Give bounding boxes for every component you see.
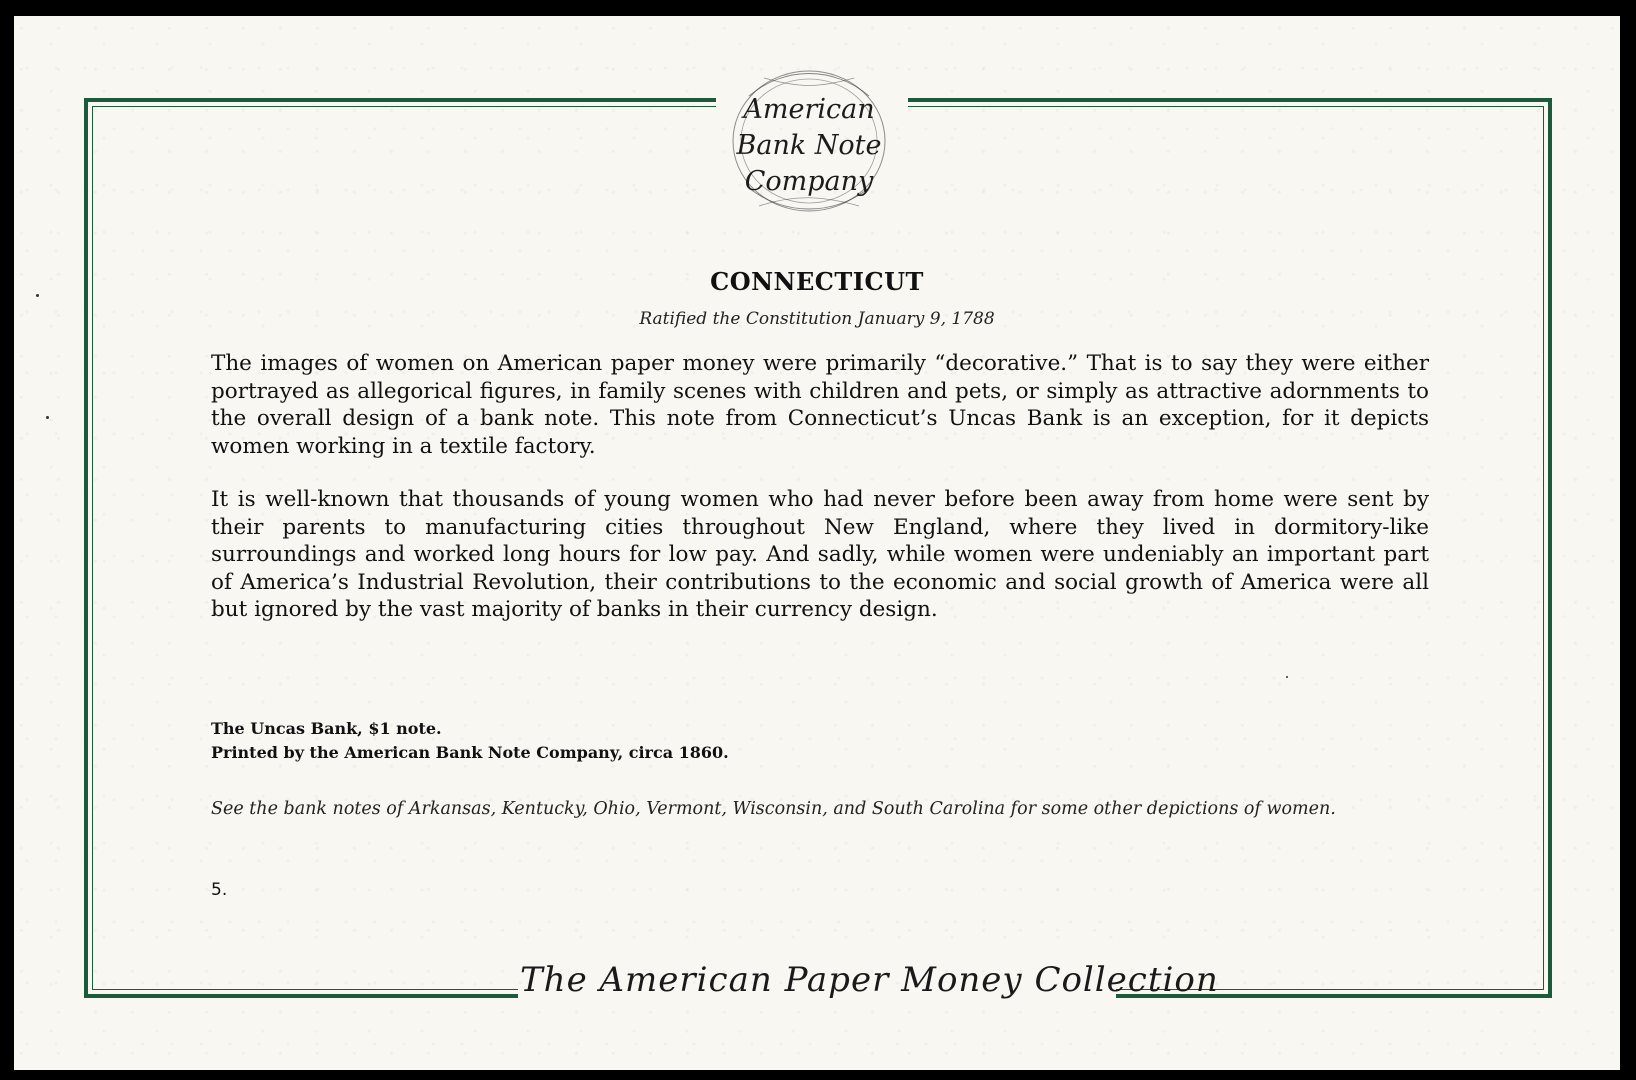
paper-speck bbox=[46, 416, 49, 419]
logo-line-2: Bank Note bbox=[736, 130, 882, 161]
page-number: 5. bbox=[211, 880, 228, 900]
paper-speck bbox=[36, 294, 39, 297]
body-paragraph-1: The images of women on American paper money were primarily “decorative.” That is to say they were either portrayed as allegorical figures, in family scenes with children and pets, or simply as attractive adornments to the overall design of a bank note. This note from Connecticut’s Uncas Bank is an exception, for it depicts women working in a textile factory. bbox=[211, 351, 1429, 459]
collection-title: The American Paper Money Collection bbox=[520, 960, 1219, 1000]
note-caption bbox=[211, 717, 1111, 765]
page-subtitle: Ratified the Constitution January 9, 1788 bbox=[639, 309, 995, 329]
document-page bbox=[14, 16, 1620, 1070]
company-logo-seal bbox=[724, 56, 894, 226]
see-also-note: See the bank notes of Arkansas, Kentucky, Ohio, Vermont, Wisconsin, and South Carolina for some other depictions of women. bbox=[211, 799, 1336, 819]
logo-line-1: American bbox=[743, 94, 875, 125]
page-title: CONNECTICUT bbox=[710, 267, 924, 296]
caption-line-2: Printed by the American Bank Note Company, circa 1860. bbox=[211, 743, 729, 762]
paper-speck bbox=[1286, 676, 1288, 678]
logo-line-3: Company bbox=[744, 166, 874, 197]
caption-line-1: The Uncas Bank, $1 note. bbox=[211, 719, 442, 738]
body-paragraph-2: It is well-known that thousands of young women who had never before been away from home were sent by their parents to manufacturing cities throughout New England, where they lived in dormitory-like surroundings and worked long hours for low pay. And sadly, while women were undeniably an important part of America’s Industrial Revolution, their contributions to the economic and social growth of America were all but ignored by the vast majority of banks in their currency design. bbox=[211, 487, 1429, 622]
